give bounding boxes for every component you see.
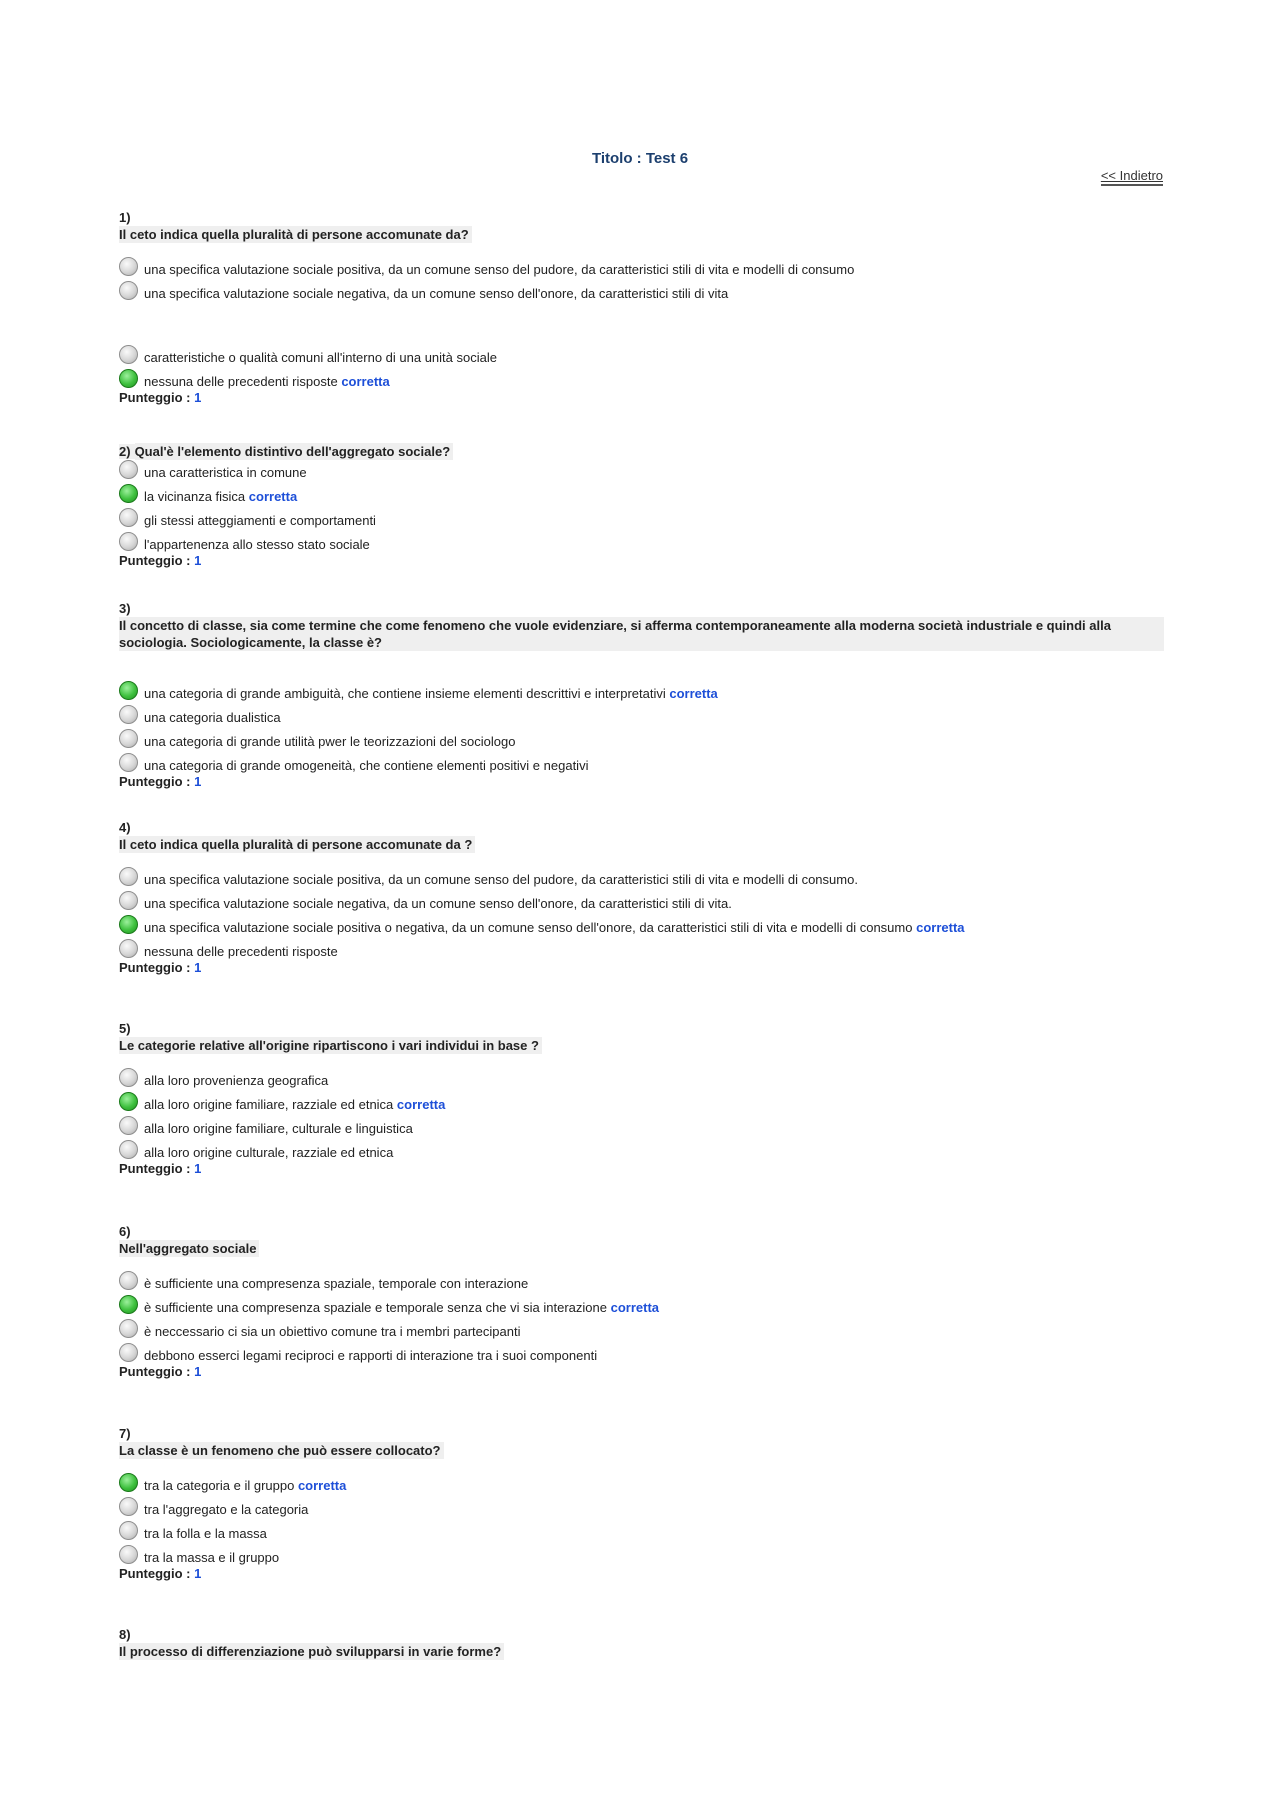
- score-value: 1: [194, 960, 202, 975]
- radio-selected-icon[interactable]: [119, 915, 138, 934]
- answer-option[interactable]: [119, 261, 1164, 285]
- radio-selected-icon[interactable]: [119, 1092, 138, 1111]
- question-number: 2): [119, 444, 135, 459]
- radio-unselected-icon[interactable]: [119, 1140, 138, 1159]
- answer-option-label: tra la categoria e il gruppo: [144, 1478, 295, 1493]
- answer-option[interactable]: [119, 685, 1164, 709]
- answer-option[interactable]: [119, 373, 1164, 397]
- answer-option[interactable]: [119, 1323, 1164, 1347]
- answer-option[interactable]: [119, 709, 1164, 733]
- question-text: Il concetto di classe, sia come termine che come fenomeno che vuole evidenziare, si afferma contemporaneamente alla moderna società industriale e quindi alla sociologia. Sociologicamente, la classe è?: [119, 617, 1164, 651]
- answer-option[interactable]: [119, 1549, 1164, 1573]
- radio-unselected-icon[interactable]: [119, 257, 138, 276]
- radio-selected-icon[interactable]: [119, 1473, 138, 1492]
- answer-option[interactable]: [119, 733, 1164, 757]
- score-label: Punteggio :: [119, 960, 191, 975]
- answer-option[interactable]: [119, 1299, 1164, 1323]
- question-text: Nell'aggregato sociale: [119, 1240, 259, 1257]
- answer-options: [119, 1477, 1164, 1573]
- question-block: [119, 601, 1164, 790]
- answer-option[interactable]: [119, 1144, 1164, 1168]
- answer-options: [119, 1275, 1164, 1371]
- answer-option-label: una categoria dualistica: [144, 710, 281, 725]
- radio-unselected-icon[interactable]: [119, 345, 138, 364]
- answer-option-label: una specifica valutazione sociale positiva o negativa, da un comune senso dell'onore, da caratteristici stili di vita e modelli di consumo: [144, 920, 913, 935]
- answer-options: [119, 871, 1164, 967]
- question-number: 6): [119, 1224, 131, 1239]
- answer-option-label: alla loro origine familiare, razziale ed etnica: [144, 1097, 394, 1112]
- radio-unselected-icon[interactable]: [119, 1271, 138, 1290]
- answer-option[interactable]: [119, 1525, 1164, 1549]
- page-title: Titolo : Test 6: [591, 150, 689, 167]
- question-block: [119, 820, 1164, 976]
- answer-option-label: nessuna delle precedenti risposte: [144, 944, 338, 959]
- radio-unselected-icon[interactable]: [119, 939, 138, 958]
- question-text: Il ceto indica quella pluralità di persone accomunate da?: [119, 226, 472, 243]
- answer-options: [119, 261, 1164, 397]
- score-label: Punteggio :: [119, 390, 191, 405]
- answer-option[interactable]: [119, 464, 1164, 488]
- answer-option-label: è neccessario ci sia un obiettivo comune tra i membri partecipanti: [144, 1324, 521, 1339]
- radio-selected-icon[interactable]: [119, 681, 138, 700]
- answer-option-label: caratteristiche o qualità comuni all'interno di una unità sociale: [144, 350, 497, 365]
- answer-option[interactable]: [119, 1501, 1164, 1525]
- answer-option[interactable]: [119, 1477, 1164, 1501]
- question-text: La classe è un fenomeno che può essere collocato?: [119, 1442, 444, 1459]
- answer-option[interactable]: [119, 943, 1164, 967]
- answer-option-label: alla loro origine culturale, razziale ed etnica: [144, 1145, 394, 1160]
- question-text: Il processo di differenziazione può svilupparsi in varie forme?: [119, 1643, 504, 1660]
- radio-unselected-icon[interactable]: [119, 281, 138, 300]
- radio-unselected-icon[interactable]: [119, 1521, 138, 1540]
- radio-unselected-icon[interactable]: [119, 1497, 138, 1516]
- answer-option-label: una specifica valutazione sociale positiva, da un comune senso del pudore, da caratteristici stili di vita e modelli di consumo.: [144, 872, 858, 887]
- question-number: 3): [119, 601, 131, 616]
- answer-option[interactable]: [119, 285, 1164, 309]
- answer-option[interactable]: [119, 895, 1164, 919]
- answer-options: [119, 685, 1164, 781]
- answer-option[interactable]: [119, 1120, 1164, 1144]
- question-block: [119, 1627, 1164, 1661]
- correct-badge: corretta: [669, 686, 718, 701]
- back-link[interactable]: << Indietro: [1101, 168, 1163, 186]
- correct-badge: corretta: [916, 920, 965, 935]
- question-number: 5): [119, 1021, 131, 1036]
- radio-selected-icon[interactable]: [119, 484, 138, 503]
- answer-option-label: una categoria di grande utilità pwer le teorizzazioni del sociologo: [144, 734, 516, 749]
- score-value: 1: [194, 1161, 202, 1176]
- correct-badge: corretta: [610, 1300, 660, 1315]
- answer-option[interactable]: [119, 512, 1164, 536]
- answer-option[interactable]: [119, 919, 1164, 943]
- answer-option-label: nessuna delle precedenti risposte: [144, 374, 338, 389]
- question-number: 7): [119, 1426, 131, 1441]
- answer-option[interactable]: [119, 536, 1164, 560]
- score-value: 1: [194, 1566, 202, 1581]
- answer-option-label: una specifica valutazione sociale negativa, da un comune senso dell'onore, da caratteristici stili di vita: [144, 286, 729, 301]
- answer-option-label: una caratteristica in comune: [144, 465, 307, 480]
- question-number: 1): [119, 210, 131, 225]
- answer-option[interactable]: [119, 871, 1164, 895]
- question-block: [119, 1426, 1164, 1582]
- question-number: 8): [119, 1627, 131, 1642]
- score-value: 1: [194, 390, 202, 405]
- answer-option[interactable]: [119, 1275, 1164, 1299]
- answer-option-label: è sufficiente una compresenza spaziale, temporale con interazione: [144, 1276, 529, 1291]
- radio-unselected-icon[interactable]: [119, 729, 138, 748]
- radio-unselected-icon[interactable]: [119, 508, 138, 527]
- score-label: Punteggio :: [119, 553, 191, 568]
- question-text: Le categorie relative all'origine ripartiscono i vari individui in base ?: [119, 1037, 542, 1054]
- answer-option-label: tra la massa e il gruppo: [144, 1550, 280, 1565]
- answer-option[interactable]: [119, 1072, 1164, 1096]
- answer-option[interactable]: [119, 488, 1164, 512]
- correct-badge: corretta: [396, 1097, 446, 1112]
- answer-option-label: una categoria di grande ambiguità, che contiene insieme elementi descrittivi e interpretativi: [144, 686, 666, 701]
- radio-unselected-icon[interactable]: [119, 1545, 138, 1564]
- answer-options: [119, 464, 1164, 560]
- answer-option-label: una specifica valutazione sociale positiva, da un comune senso del pudore, da caratteristici stili di vita e modelli di consumo: [144, 262, 855, 277]
- radio-unselected-icon[interactable]: [119, 891, 138, 910]
- answer-option-label: tra la folla e la massa: [144, 1526, 267, 1541]
- score-label: Punteggio :: [119, 774, 191, 789]
- answer-option-label: l'appartenenza allo stesso stato sociale: [144, 537, 370, 552]
- question-text: Il ceto indica quella pluralità di persone accomunate da ?: [119, 836, 475, 853]
- score-value: 1: [194, 553, 202, 568]
- radio-selected-icon[interactable]: [119, 1295, 138, 1314]
- radio-unselected-icon[interactable]: [119, 532, 138, 551]
- radio-unselected-icon[interactable]: [119, 1116, 138, 1135]
- radio-unselected-icon[interactable]: [119, 705, 138, 724]
- answer-option-label: una specifica valutazione sociale negativa, da un comune senso dell'onore, da caratteristici stili di vita.: [144, 896, 732, 911]
- radio-unselected-icon[interactable]: [119, 867, 138, 886]
- answer-option[interactable]: [119, 1096, 1164, 1120]
- score-label: Punteggio :: [119, 1364, 191, 1379]
- answer-option-label: alla loro provenienza geografica: [144, 1073, 329, 1088]
- question-block: [119, 1224, 1164, 1380]
- radio-unselected-icon[interactable]: [119, 1068, 138, 1087]
- question-number: 4): [119, 820, 131, 835]
- answer-option-label: gli stessi atteggiamenti e comportamenti: [144, 513, 376, 528]
- score-label: Punteggio :: [119, 1161, 191, 1176]
- radio-unselected-icon[interactable]: [119, 753, 138, 772]
- answer-option[interactable]: [119, 1347, 1164, 1371]
- radio-unselected-icon[interactable]: [119, 1319, 138, 1338]
- question-block: [119, 1021, 1164, 1177]
- answer-option-label: alla loro origine familiare, culturale e linguistica: [144, 1121, 413, 1136]
- answer-options: [119, 1072, 1164, 1168]
- question-block: [119, 443, 1164, 569]
- answer-option-label: tra l'aggregato e la categoria: [144, 1502, 309, 1517]
- question-block: [119, 210, 1164, 406]
- answer-option[interactable]: [119, 349, 1164, 373]
- radio-unselected-icon[interactable]: [119, 1343, 138, 1362]
- answer-option[interactable]: [119, 757, 1164, 781]
- score-label: Punteggio :: [119, 1566, 191, 1581]
- score-value: 1: [194, 1364, 202, 1379]
- answer-option-label: è sufficiente una compresenza spaziale e temporale senza che vi sia interazione: [144, 1300, 607, 1315]
- answer-option-label: la vicinanza fisica: [144, 489, 246, 504]
- radio-unselected-icon[interactable]: [119, 460, 138, 479]
- answer-option-label: debbono esserci legami reciproci e rapporti di interazione tra i suoi componenti: [144, 1348, 598, 1363]
- answer-option-label: una categoria di grande omogeneità, che contiene elementi positivi e negativi: [144, 758, 589, 773]
- radio-selected-icon[interactable]: [119, 369, 138, 388]
- correct-badge: corretta: [248, 489, 298, 504]
- question-text: Qual'è l'elemento distintivo dell'aggregato sociale?: [135, 443, 454, 460]
- score-value: 1: [194, 774, 202, 789]
- correct-badge: corretta: [341, 374, 390, 389]
- correct-badge: corretta: [297, 1478, 347, 1493]
